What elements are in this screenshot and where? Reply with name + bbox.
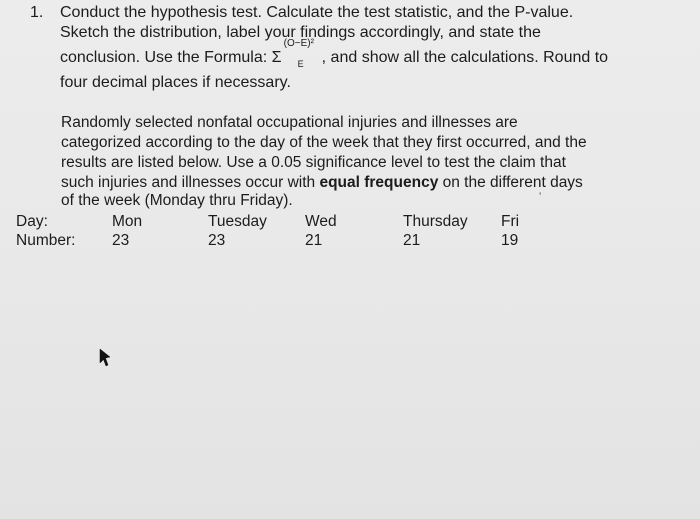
scenario-line-3: results are listed below. Use a 0.05 significance level to test the claim that [61, 154, 566, 171]
day-cell: Fri [501, 213, 520, 230]
formula-prefix: conclusion. Use the Formula: [60, 49, 268, 66]
formula-suffix: , and show all the calculations. Round to [321, 49, 609, 66]
count-cell: 23 [208, 232, 226, 249]
row-label-number: Number: [16, 232, 76, 249]
ink-speck: ʼ [539, 192, 542, 203]
chi-square-formula [271, 38, 322, 69]
row-label-day: Day: [16, 213, 48, 230]
count-cell: 23 [112, 232, 130, 249]
prompt-line-4: four decimal places if necessary. [60, 74, 291, 91]
day-cell: Mon [112, 213, 143, 230]
scenario-line-2: categorized according to the day of the week that they first occurred, and the [61, 134, 587, 151]
emphasis-equal-frequency: equal frequency [319, 174, 439, 191]
day-cell: Tuesday [208, 213, 267, 230]
mouse-pointer-icon [98, 348, 112, 368]
count-cell: 19 [501, 232, 519, 249]
scenario-line-4: such injuries and illnesses occur with equal frequency on the different days [61, 174, 583, 191]
prompt-line-3 [60, 38, 620, 69]
count-cell: 21 [305, 232, 323, 249]
formula-numerator: (O−E)² [283, 38, 314, 49]
question-number: 1. [30, 4, 44, 21]
day-cell: Thursday [403, 213, 468, 230]
scenario-line-1: Randomly selected nonfatal occupational injuries and illnesses are [61, 114, 518, 131]
formula-denominator: E [297, 59, 304, 69]
prompt-line-1: Conduct the hypothesis test. Calculate the test statistic, and the P-value. [60, 4, 574, 21]
scenario-line-5: of the week (Monday thru Friday). [61, 192, 293, 209]
prompt-line-2: Sketch the distribution, label your findings accordingly, and state the [60, 24, 541, 41]
day-cell: Wed [305, 213, 337, 230]
count-cell: 21 [403, 232, 421, 249]
sigma-symbol: Σ [271, 49, 282, 66]
